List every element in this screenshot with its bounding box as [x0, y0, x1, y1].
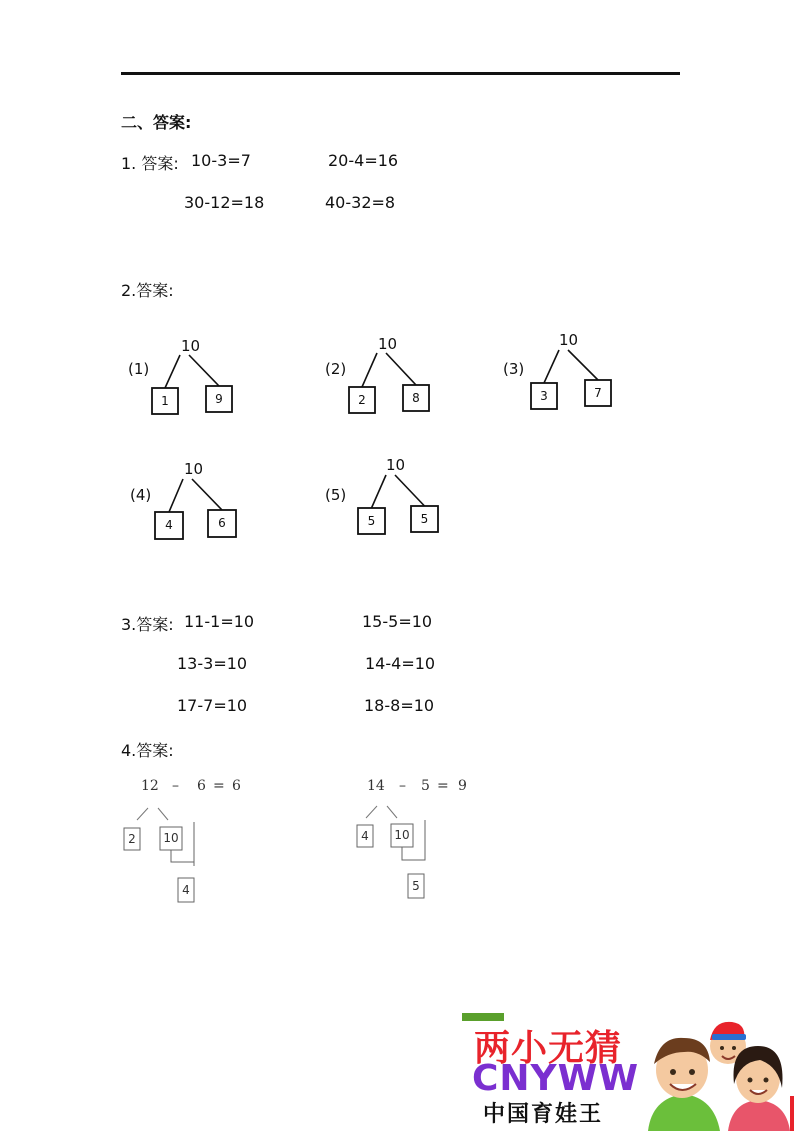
q1-eq-4: 40-32=8 — [325, 193, 396, 212]
q3-eq-1: 11-1=10 — [184, 612, 255, 631]
q4-1-box-mid: 10 — [163, 831, 179, 845]
tree-5-left-box: 5 — [367, 514, 376, 528]
tree-3-left-box: 3 — [540, 389, 548, 403]
tree-5-tag: (5) — [325, 486, 347, 504]
q4-2-diagram-lines — [353, 800, 453, 906]
tree-1-tag: (1) — [128, 360, 150, 378]
logo-line2: CNYWW — [472, 1058, 640, 1099]
q4-2-box-left: 4 — [361, 829, 369, 843]
q4-1-box-bottom: 4 — [182, 883, 190, 897]
tree-1-top: 10 — [181, 337, 201, 355]
logo-line3: 中国育娃王 — [483, 1102, 604, 1127]
q3-eq-2: 15-5=10 — [362, 612, 433, 631]
q4-2-eq: = — [437, 778, 449, 794]
q4-2-b: 5 — [421, 778, 430, 794]
tree-5-right-box: 5 — [420, 512, 429, 526]
tree-2-tag: (2) — [325, 360, 347, 378]
q4-1-eq: = — [213, 778, 225, 794]
q4-2-box-bottom: 5 — [412, 879, 420, 893]
tree-5-top: 10 — [386, 456, 406, 474]
q3-label: 3.答案: — [121, 615, 174, 634]
q2-label: 2.答案: — [121, 281, 174, 300]
tree-1-left-box: 1 — [161, 394, 169, 408]
tree-2-top: 10 — [378, 335, 398, 353]
q4-2-a: 14 — [367, 778, 385, 794]
q4-1-op: – — [172, 778, 179, 794]
tree-2-left-box: 2 — [358, 393, 366, 407]
tree-4-tag: (4) — [130, 486, 152, 504]
q4-2-res: 9 — [458, 778, 467, 794]
q4-label: 4.答案: — [121, 741, 174, 760]
kids-mascot-illustration — [640, 1012, 800, 1131]
q4-1-diagram-lines — [120, 800, 220, 906]
q1-eq-2: 20-4=16 — [328, 151, 399, 170]
q1-eq-1: 10-3=7 — [191, 151, 251, 170]
q3-eq-4: 14-4=10 — [365, 654, 436, 673]
tree-1-right-box: 9 — [215, 392, 223, 406]
logo-line1: 两小无猜 — [474, 1028, 623, 1069]
section-title: 二、答案: — [121, 113, 192, 132]
tree-4-right-box: 6 — [218, 516, 226, 530]
q4-1-box-left: 2 — [128, 832, 136, 846]
q4-1-res: 6 — [232, 778, 241, 794]
q3-eq-6: 18-8=10 — [364, 696, 435, 715]
q4-1-b: 6 — [197, 778, 206, 794]
tree-4-left-box: 4 — [165, 518, 173, 532]
tree-3-tag: (3) — [503, 360, 525, 378]
tree-3-top: 10 — [559, 331, 579, 349]
tree-2-right-box: 8 — [412, 391, 420, 405]
q1-eq-3: 30-12=18 — [184, 193, 265, 212]
q4-2-box-mid: 10 — [394, 828, 410, 842]
tree-3-right-box: 7 — [594, 386, 602, 400]
q1-label: 1. 答案: — [121, 154, 179, 173]
tree-4-top: 10 — [184, 460, 204, 478]
q3-eq-5: 17-7=10 — [177, 696, 248, 715]
q3-eq-3: 13-3=10 — [177, 654, 248, 673]
q4-2-op: – — [399, 778, 406, 794]
q4-1-a: 12 — [141, 778, 159, 794]
